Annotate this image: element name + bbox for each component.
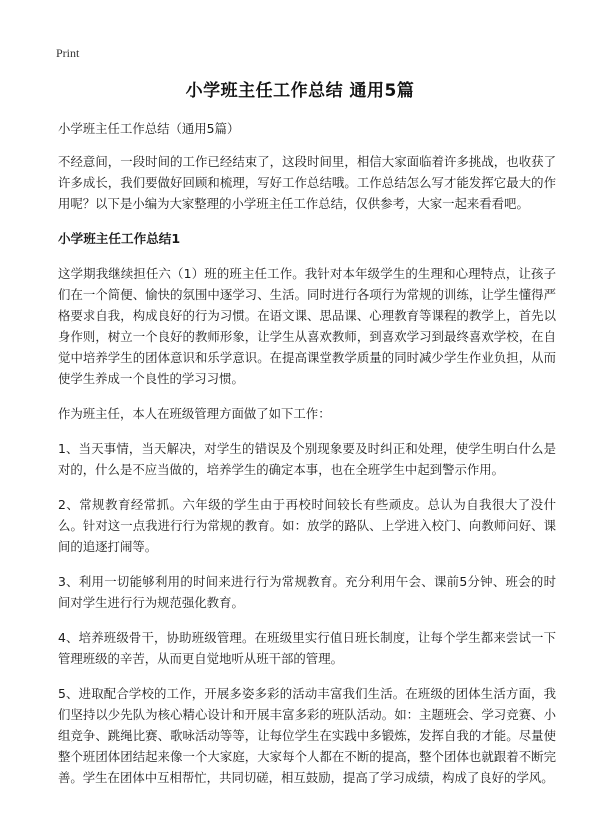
intro-paragraph: 不经意间，一段时间的工作已经结束了，这段时间里，相信大家面临着许多挑战，也收获了许多成长，我们要做好回顾和梳理，写好工作总结哦。工作总结怎么写才能发挥它最大的作用呢？以下是小编为大家整理的小学班主任工作总结，仅供参考，大家一起来看看吧。 [58,154,556,211]
list-item: 1、当天事情，当天解决，对学生的错误及个别现象要及时纠正和处理，使学生明白什么是对的，什么是不应当做的，培养学生的确定本事，也在全班学生中起到警示作用。 [58,441,556,477]
list-item: 4、培养班级骨干，协助班级管理。在班级里实行值日班长制度，让每个学生都来尝试一下管理班级的辛苦，从而更自觉地听从班干部的管理。 [58,630,556,666]
section-paragraph: 这学期我继续担任六（1）班的班主任工作。我针对本年级学生的生理和心理特点，让孩子们在一个简便、愉快的氛围中逐学习、生活。同时进行各项行为常规的训练，让学生懂得严格要求自我，构成良好的行为习惯。在语文课、思品课、心理教育等课程的教学上，首先以身作则，树立一个良好的教师形象，让学生从喜欢教师，到喜欢学习到最终喜欢学校，在自觉中培养学生的团体意识和乐学意识。在提高课堂教学质量的同时减少学生作业负担，从而使学生养成一个良性的学习习惯。 [58,266,556,386]
section-heading: 小学班主任工作总结1 [58,231,181,246]
list-item: 2、常规教育经常抓。六年级的学生由于再校时间较长有些顽皮。总认为自我很大了没什么。针对这一点我进行行为常规的教育。如：放学的路队、上学进入校门、向教师问好、课间的追逐打闹等。 [58,497,556,554]
print-link[interactable]: Print [56,46,80,60]
list-item: 5、进取配合学校的工作，开展多姿多彩的活动丰富我们生活。在班级的团体生活方面，我们坚持以少先队为核心精心设计和开展丰富多彩的班队活动。如：主题班会、学习竞赛、小组竞争、跳绳比赛、歌咏活动等等，让每位学生在实践中多锻炼，发挥自我的才能。尽量使整个班团体团结起来像一个大家庭，大家每个人都在不断的提高，整个团体也就跟着不断完善。学生在团体中互相帮忙，共同切磋，相互鼓励，提高了学习成绩，构成了良好的学风。 [58,686,556,785]
page-title: 小学班主任工作总结 通用5篇 [185,81,415,101]
article-subtitle: 小学班主任工作总结（通用5篇） [58,121,240,136]
list-item: 3、利用一切能够利用的时间来进行行为常规教育。充分利用午会、课前5分钟、班会的时间对学生进行行为规范强化教育。 [58,574,556,610]
section-paragraph: 作为班主任，本人在班级管理方面做了如下工作： [58,406,331,421]
article-body [58,118,556,802]
